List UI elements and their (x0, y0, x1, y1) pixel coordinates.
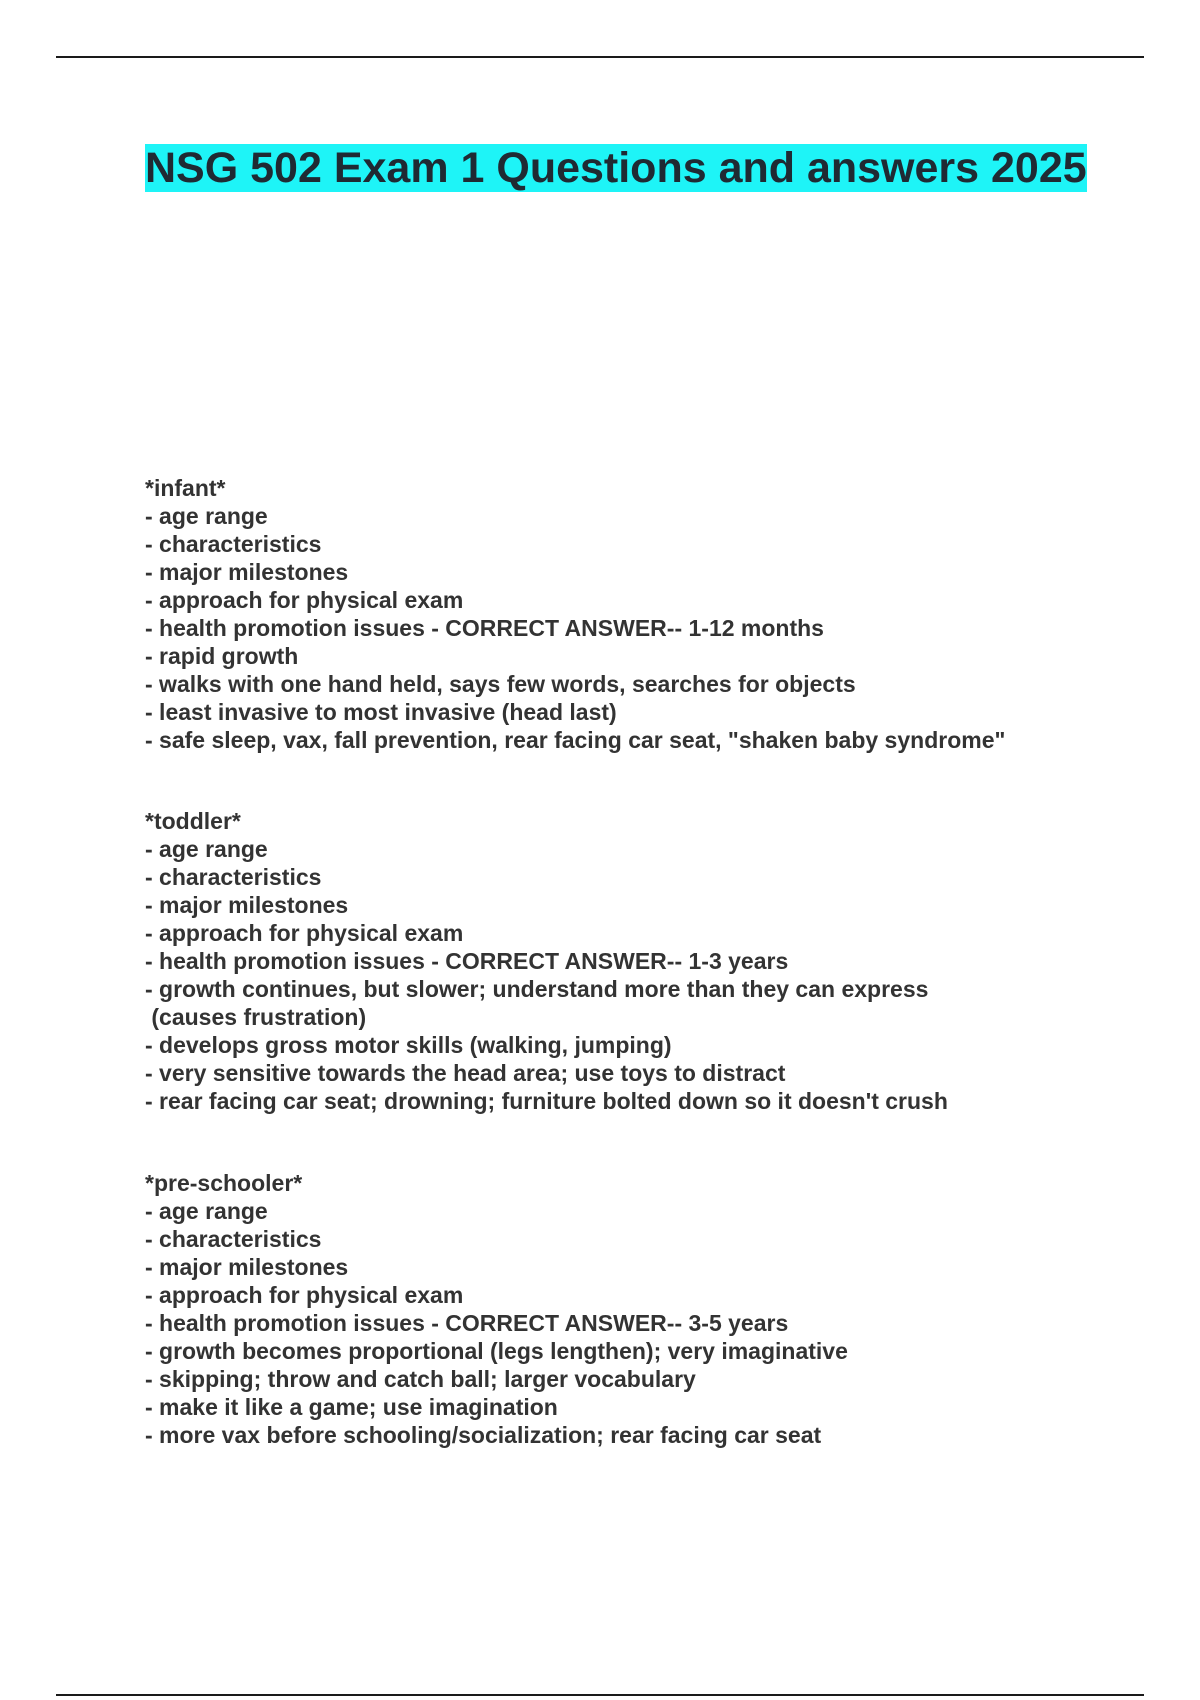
section-line: - health promotion issues - CORRECT ANSWER-- 1-12 months (145, 615, 824, 641)
section-infant (145, 474, 1145, 754)
section-line: - more vax before schooling/socialization; rear facing car seat (145, 1422, 822, 1448)
title-highlight: NSG 502 Exam 1 Questions and answers 2025 (145, 144, 1087, 192)
section-heading: *toddler* (145, 808, 241, 834)
section-line: - least invasive to most invasive (head last) (145, 699, 617, 725)
section-line: - approach for physical exam (145, 1282, 464, 1308)
section-line: (causes frustration) (145, 1004, 367, 1030)
section-line: - walks with one hand held, says few words, searches for objects (145, 671, 856, 697)
section-line: - approach for physical exam (145, 920, 464, 946)
section-line: - growth continues, but slower; understand more than they can express (145, 976, 929, 1002)
section-line: - major milestones (145, 559, 349, 585)
section-line: - very sensitive towards the head area; use toys to distract (145, 1060, 786, 1086)
section-line: - age range (145, 503, 268, 529)
section-line: - make it like a game; use imagination (145, 1394, 558, 1420)
top-rule (56, 56, 1144, 58)
bottom-rule (56, 1694, 1144, 1696)
section-toddler (145, 807, 1145, 1115)
section-line: - safe sleep, vax, fall prevention, rear facing car seat, "shaken baby syndrome" (145, 727, 1006, 753)
section-line: - approach for physical exam (145, 587, 464, 613)
section-line: - major milestones (145, 892, 349, 918)
section-heading: *pre-schooler* (145, 1170, 303, 1196)
section-line: - health promotion issues - CORRECT ANSWER-- 1-3 years (145, 948, 789, 974)
section-line: - characteristics (145, 531, 322, 557)
section-line: - rear facing car seat; drowning; furniture bolted down so it doesn't crush (145, 1088, 948, 1114)
section-pre-schooler (145, 1169, 1145, 1449)
section-line: - characteristics (145, 864, 322, 890)
section-line: - health promotion issues - CORRECT ANSWER-- 3-5 years (145, 1310, 789, 1336)
document-title (145, 142, 1105, 195)
section-line: - age range (145, 1198, 268, 1224)
section-line: - age range (145, 836, 268, 862)
section-line: - growth becomes proportional (legs lengthen); very imaginative (145, 1338, 848, 1364)
section-line: - skipping; throw and catch ball; larger vocabulary (145, 1366, 696, 1392)
section-line: - major milestones (145, 1254, 349, 1280)
section-line: - rapid growth (145, 643, 299, 669)
section-line: - develops gross motor skills (walking, jumping) (145, 1032, 672, 1058)
section-line: - characteristics (145, 1226, 322, 1252)
section-heading: *infant* (145, 475, 226, 501)
